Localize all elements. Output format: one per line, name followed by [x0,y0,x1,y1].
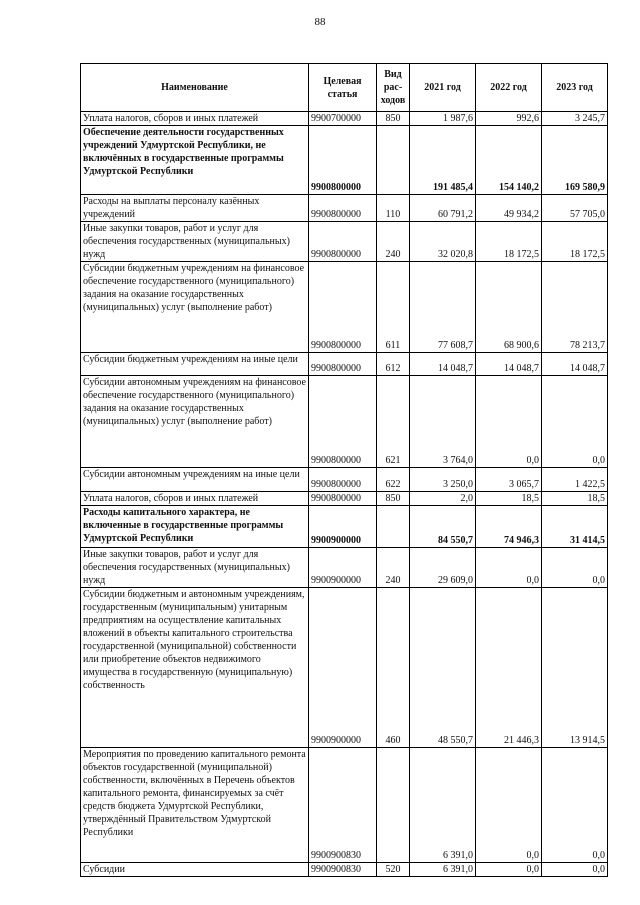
row-value-2023: 14 048,7 [542,353,608,376]
table-row [81,262,608,353]
row-value-2023: 3 245,7 [542,112,608,126]
row-type: 621 [377,376,410,468]
row-name: Расходы на выплаты персоналу казённых учреждений [81,195,309,222]
row-name: Субсидии [81,863,309,877]
row-type: 850 [377,492,410,506]
row-code: 9900900830 [309,748,377,863]
row-value-2021: 191 485,4 [410,126,476,195]
table-row [81,195,608,222]
row-name: Расходы капитального характера, не включенные в государственные программы Удмуртской Республики [81,506,309,548]
row-value-2023: 0,0 [542,863,608,877]
row-type: 520 [377,863,410,877]
row-code: 9900800000 [309,492,377,506]
row-code: 9900800000 [309,468,377,492]
row-name: Мероприятия по проведению капитального ремонта объектов государственной (муниципальной) собственности, включённых в Перечень объектов капитального ремонта, финансируемых за счёт средств бюджета Удмуртской Республики, утверждённый Правительством Удмуртской Республики [81,748,309,863]
table-row [81,863,608,877]
row-code: 9900900000 [309,588,377,748]
row-name: Субсидии бюджетным и автономным учреждениям, государственным (муниципальным) унитарным предприятиям на осуществление капитальных вложений в объекты капитального строительства государственной (муниципальной) собственности или приобретение объектов недвижимого имущества в государственную (муниципальную) собственность [81,588,309,748]
row-value-2023: 0,0 [542,748,608,863]
row-type: 612 [377,353,410,376]
row-value-2022: 0,0 [476,376,542,468]
header-2021: 2021 год [410,64,476,112]
table-header-row [81,64,608,112]
row-value-2022: 0,0 [476,863,542,877]
row-value-2021: 32 020,8 [410,222,476,262]
row-value-2022: 18,5 [476,492,542,506]
row-type: 460 [377,588,410,748]
row-value-2022: 21 446,3 [476,588,542,748]
row-type: 110 [377,195,410,222]
row-type: 240 [377,222,410,262]
table-row [81,748,608,863]
row-value-2021: 29 609,0 [410,548,476,588]
row-value-2022: 49 934,2 [476,195,542,222]
row-name: Иные закупки товаров, работ и услуг для обеспечения государственных (муниципальных) нужд [81,548,309,588]
row-value-2022: 0,0 [476,748,542,863]
table-row [81,112,608,126]
row-value-2022: 992,6 [476,112,542,126]
row-value-2021: 1 987,6 [410,112,476,126]
row-value-2023: 18,5 [542,492,608,506]
table-row [81,376,608,468]
row-name: Субсидии автономным учреждениям на иные цели [81,468,309,492]
row-value-2021: 77 608,7 [410,262,476,353]
row-value-2021: 6 391,0 [410,748,476,863]
table-row [81,353,608,376]
header-name: Наименование [81,64,309,112]
row-type: 850 [377,112,410,126]
row-value-2021: 60 791,2 [410,195,476,222]
header-2022: 2022 год [476,64,542,112]
row-code: 9900700000 [309,112,377,126]
row-value-2021: 3 250,0 [410,468,476,492]
row-value-2022: 154 140,2 [476,126,542,195]
row-value-2022: 18 172,5 [476,222,542,262]
row-value-2023: 57 705,0 [542,195,608,222]
row-code: 9900900830 [309,863,377,877]
table-row [81,492,608,506]
row-name: Иные закупки товаров, работ и услуг для обеспечения государственных (муниципальных) нужд [81,222,309,262]
row-value-2023: 0,0 [542,548,608,588]
row-value-2022: 0,0 [476,548,542,588]
row-value-2023: 1 422,5 [542,468,608,492]
row-name: Уплата налогов, сборов и иных платежей [81,492,309,506]
row-name: Субсидии бюджетным учреждениям на финансовое обеспечение государственного (муниципального) задания на оказание государственных (муниципальных) услуг (выполнение работ) [81,262,309,353]
table-row [81,126,608,195]
row-value-2021: 2,0 [410,492,476,506]
row-value-2023: 78 213,7 [542,262,608,353]
table-row [81,222,608,262]
table-row [81,506,608,548]
page-number: 88 [314,16,326,28]
table-row [81,588,608,748]
row-value-2022: 3 065,7 [476,468,542,492]
row-type [377,126,410,195]
row-code: 9900900000 [309,548,377,588]
header-type: Вид рас-ходов [377,64,410,112]
row-value-2021: 14 048,7 [410,353,476,376]
budget-table [80,63,608,877]
header-2023: 2023 год [542,64,608,112]
row-value-2021: 84 550,7 [410,506,476,548]
row-code: 9900800000 [309,376,377,468]
header-code: Целевая статья [309,64,377,112]
table-row [81,468,608,492]
row-value-2022: 74 946,3 [476,506,542,548]
row-value-2023: 0,0 [542,376,608,468]
row-value-2021: 6 391,0 [410,863,476,877]
table-row [81,548,608,588]
row-type: 622 [377,468,410,492]
row-value-2023: 18 172,5 [542,222,608,262]
row-code: 9900800000 [309,262,377,353]
row-code: 9900800000 [309,222,377,262]
row-code: 9900800000 [309,195,377,222]
row-code: 9900800000 [309,126,377,195]
row-value-2022: 68 900,6 [476,262,542,353]
row-code: 9900900000 [309,506,377,548]
row-name: Субсидии бюджетным учреждениям на иные цели [81,353,309,376]
row-value-2023: 169 580,9 [542,126,608,195]
row-value-2023: 13 914,5 [542,588,608,748]
row-type [377,748,410,863]
row-code: 9900800000 [309,353,377,376]
row-value-2022: 14 048,7 [476,353,542,376]
row-type [377,506,410,548]
row-type: 611 [377,262,410,353]
row-name: Уплата налогов, сборов и иных платежей [81,112,309,126]
row-value-2021: 48 550,7 [410,588,476,748]
row-type: 240 [377,548,410,588]
row-name: Обеспечение деятельности государственных учреждений Удмуртской Республики, не включённых в государственные программы Удмуртской Республики [81,126,309,195]
row-value-2023: 31 414,5 [542,506,608,548]
row-value-2021: 3 764,0 [410,376,476,468]
row-name: Субсидии автономным учреждениям на финансовое обеспечение государственного (муниципального) задания на оказание государственных (муниципальных) услуг (выполнение работ) [81,376,309,468]
